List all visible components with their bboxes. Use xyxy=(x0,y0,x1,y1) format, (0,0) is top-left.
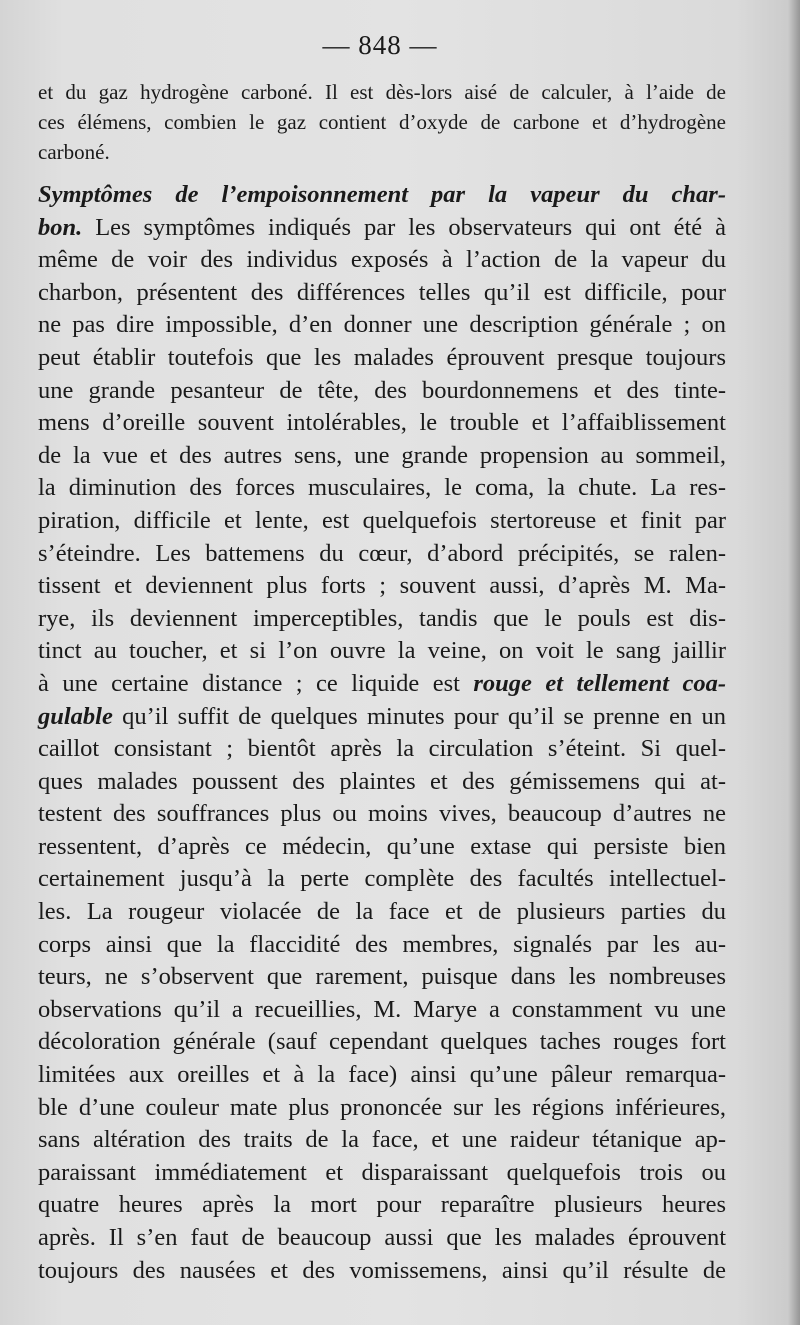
section-heading-end: bon. xyxy=(38,213,83,241)
text-line: tissent et deviennent plus forts ; souvent aussi, d’après M. Ma- xyxy=(38,572,726,600)
text-line: piration, difficile et lente, est quelquefois stertoreuse et finit par xyxy=(38,506,726,534)
text-line xyxy=(38,668,726,701)
text-line: ces élémens, combien le gaz contient d’oxyde de carbone et d’hydrogène xyxy=(38,110,726,134)
text-line: de la vue et des autres sens, une grande propension au sommeil, xyxy=(38,441,726,469)
text-line: la diminution des forces musculaires, le coma, la chute. La res- xyxy=(38,474,726,502)
text-line: même de voir des individus exposés à l’action de la vapeur du xyxy=(38,246,726,274)
emphasis-text: gulable xyxy=(38,702,113,730)
text-line: ques malades poussent des plaintes et des gémissemens qui at- xyxy=(38,767,726,795)
text-line: mens d’oreille souvent intolérables, le trouble et l’affaiblissement xyxy=(38,409,726,437)
text-line: s’éteindre. Les battemens du cœur, d’abord précipités, se ralen- xyxy=(38,539,726,567)
text-line: toujours des nausées et des vomissemens, ainsi qu’il résulte de xyxy=(38,1256,726,1284)
text-line: décoloration générale (sauf cependant quelques taches rouges fort xyxy=(38,1028,726,1056)
text-line: testent des souffrances plus ou moins vives, beaucoup d’autres ne xyxy=(38,800,726,828)
text-line: teurs, ne s’observent que rarement, puisque dans les nombreuses xyxy=(38,963,726,991)
text-line: et du gaz hydrogène carboné. Il est dès-lors aisé de calculer, à l’aide de xyxy=(38,80,726,104)
text-fragment: à une certaine distance ; ce liquide est xyxy=(38,669,474,697)
text-line: corps ainsi que la flaccidité des membres, signalés par les au- xyxy=(38,930,726,958)
section-heading: Symptômes de l’empoisonnement par la vapeur du char- xyxy=(38,181,726,208)
text-line: paraissant immédiatement et disparaissant quelquefois trois ou xyxy=(38,1158,726,1186)
text-line: après. Il s’en faut de beaucoup aussi que les malades éprouvent xyxy=(38,1224,726,1251)
page-number: — 848 — xyxy=(322,30,438,60)
text-line xyxy=(38,212,726,245)
text-line: les. La rougeur violacée de la face et de plusieurs parties du xyxy=(38,898,726,926)
main-paragraph xyxy=(38,179,726,1287)
text-line: observations qu’il a recueillies, M. Marye a constamment vu une xyxy=(38,995,726,1023)
text-line: quatre heures après la mort pour reparaître plusieurs heures xyxy=(38,1191,726,1219)
text-line: sans altération des traits de la face, et une raideur tétanique ap- xyxy=(38,1126,726,1154)
emphasis-text: rouge et tellement coa- xyxy=(473,669,726,697)
text-line xyxy=(38,701,726,734)
text-line: une grande pesanteur de tête, des bourdonnemens et des tinte- xyxy=(38,376,726,404)
section-heading-line xyxy=(38,179,726,212)
text-fragment: Les symptômes indiqués par les observateurs qui ont été à xyxy=(82,213,726,241)
text-line: limitées aux oreilles et à la face) ainsi qu’une pâleur remarqua- xyxy=(38,1061,726,1089)
intro-paragraph xyxy=(38,77,726,167)
text-fragment: qu’il suffit de quelques minutes pour qu’il se prenne en un xyxy=(112,702,726,730)
page-edge-shadow xyxy=(788,0,800,1325)
text-line: certainement jusqu’à la perte complète des facultés intellectuel- xyxy=(38,865,726,893)
text-line: carboné. xyxy=(38,140,110,164)
text-line: ressentent, d’après ce médecin, qu’une extase qui persiste bien xyxy=(38,832,726,860)
text-line: ble d’une couleur mate plus prononcée sur les régions inférieures, xyxy=(38,1093,726,1121)
text-line: caillot consistant ; bientôt après la circulation s’éteint. Si quel- xyxy=(38,735,726,763)
text-line: rye, ils deviennent imperceptibles, tandis que le pouls est dis- xyxy=(38,604,726,632)
text-line: ne pas dire impossible, d’en donner une description générale ; on xyxy=(38,311,726,339)
text-line: tinct au toucher, et si l’on ouvre la veine, on voit le sang jaillir xyxy=(38,637,726,665)
text-line: peut établir toutefois que les malades éprouvent presque toujours xyxy=(38,343,726,371)
text-line: charbon, présentent des différences telles qu’il est difficile, pour xyxy=(38,278,726,306)
